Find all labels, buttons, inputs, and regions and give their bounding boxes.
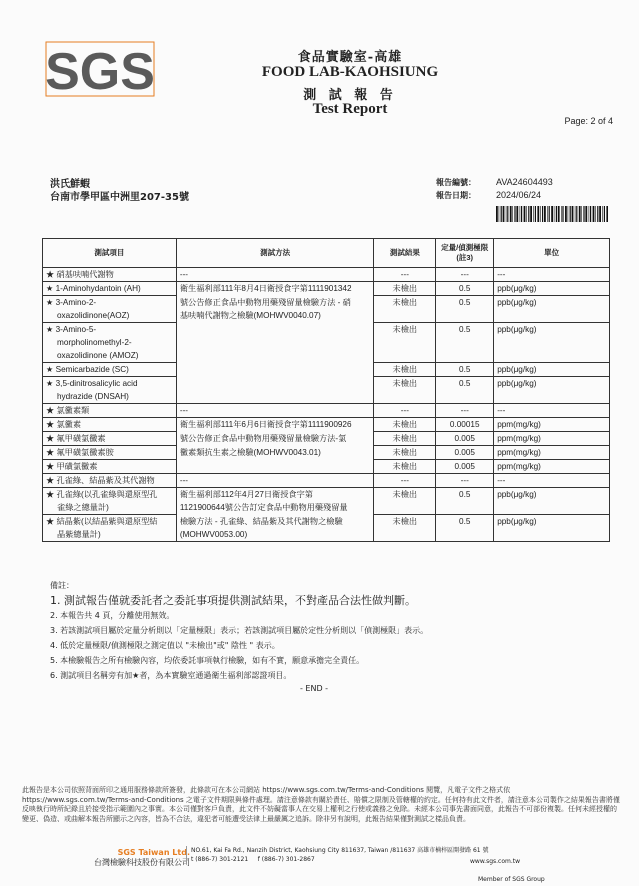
company-address: NO.61, Kai Fa Rd., Nanzih District, Kaohsiung City 811637, Taiwan /811637 高雄市楠梓區開發路 61 號 — [191, 847, 489, 854]
cell-item: ★ 3,5-dinitrosalicylic acid — [43, 377, 177, 391]
cell-item: ★ 甲磺氯黴素 — [43, 460, 177, 474]
header-method: 測試方法 — [176, 239, 374, 268]
barcode-bar — [501, 206, 502, 222]
cell-result: 未檢出 — [374, 282, 436, 296]
table-row — [43, 418, 610, 432]
barcode-bar — [496, 206, 498, 222]
cell-result — [374, 528, 436, 542]
note-item: 5. 本檢驗報告之所有檢驗內容，均依委託事項執行檢驗，如有不實，願意承擔完全責任。 — [50, 656, 365, 665]
header-result: 測試結果 — [374, 239, 436, 268]
barcode-bar — [524, 206, 526, 222]
cell-method: (MOHWV0053.00) — [176, 528, 374, 542]
barcode-bar — [576, 206, 577, 222]
member-of-sgs: Member of SGS Group — [478, 876, 545, 883]
company-website: www.sgs.com.tw — [470, 858, 521, 865]
cell-item: ★ Semicarbazide (SC) — [43, 363, 177, 377]
barcode-bar — [562, 206, 563, 222]
barcode-bar — [606, 206, 608, 222]
barcode-bar — [575, 206, 576, 222]
cell-item: 晶紫總量計) — [43, 528, 177, 542]
table-row — [43, 309, 610, 323]
cell-unit: ppb(μg/kg) — [494, 323, 610, 337]
cell-result: 未檢出 — [374, 432, 436, 446]
cell-method — [176, 349, 374, 363]
barcode-bar — [583, 206, 584, 222]
cell-method — [176, 390, 374, 404]
footer-disclaimer: 此報告是本公司依照背面所印之通用服務條款所簽發，此條款可在本公司網站 https://www.sgs.com.tw/Terms-and-Conditions 閱覽，凡電子文件之格式依 https://www.sgs.com.tw/Terms-and-Conditions 之電子文件期限與條件處理。請注意條款有關於責任、賠償之限制及管轄權的約定。任何持有此文件者，請注意本公司製作之結果報告書將僅反映執行時所紀錄且於接受指示範圍內之事實。本公司僅對客戶負責，此文件不妨礙當事人在交易上權利之行使或義務之免除。未經本公司事先書面同意，此報告不可部份複製。任何未經授權的變更、偽造、或曲解本報告所顯示之內容，皆為不合法，違犯者可能遭受法律上最嚴厲之追訴。除非另有說明，此報告結果僅對測試之樣品負責。 — [22, 786, 620, 823]
cell-item: ★ 硝基呋喃代謝物 — [43, 268, 177, 282]
barcode-bar — [526, 206, 527, 222]
cell-unit: ppb(μg/kg) — [494, 377, 610, 391]
company-name-zh: 台灣檢驗科技股份有限公司 — [94, 858, 190, 867]
barcode-bar — [544, 206, 546, 222]
cell-result: 未檢出 — [374, 296, 436, 310]
cell-method: 黴素類抗生素之檢驗(MOHWV0043.01) — [176, 446, 374, 460]
cell-limit: 0.005 — [436, 460, 494, 474]
barcode-bar — [520, 206, 521, 222]
cell-unit: --- — [494, 268, 610, 282]
table-row — [43, 460, 610, 474]
lab-name-zh: 食品實驗室-高雄 — [297, 50, 403, 65]
barcode-bar — [510, 206, 512, 222]
cell-method: 號公告修正食品中動物用藥殘留量檢驗方法-氯 — [176, 432, 374, 446]
cell-method — [176, 377, 374, 391]
note-item: 4. 低於定量極限/偵測極限之測定值以 "未檢出"或" 陰性 " 表示。 — [50, 641, 280, 650]
table-row — [43, 501, 610, 515]
cell-unit: ppb(μg/kg) — [494, 363, 610, 377]
barcode-bar — [585, 206, 587, 222]
cell-unit: --- — [494, 404, 610, 418]
cell-result: 未檢出 — [374, 446, 436, 460]
cell-result — [374, 501, 436, 515]
report-no-label: 報告編號： — [436, 178, 476, 187]
barcode-bar — [506, 206, 507, 222]
results-table — [42, 238, 610, 542]
report-date-label: 報告日期： — [436, 191, 476, 200]
table-row — [43, 282, 610, 296]
cell-method — [176, 336, 374, 349]
cell-unit: --- — [494, 474, 610, 488]
barcode-bar — [556, 206, 557, 222]
cell-method — [176, 363, 374, 377]
table-row — [43, 323, 610, 337]
header-unit: 單位 — [494, 239, 610, 268]
cell-result — [374, 309, 436, 323]
barcode-bar — [516, 206, 518, 222]
table-row — [43, 296, 610, 310]
cell-method: --- — [176, 474, 374, 488]
table-row — [43, 474, 610, 488]
table-row — [43, 404, 610, 418]
report-title-en: Test Report — [312, 101, 388, 117]
cell-unit: ppm(mg/kg) — [494, 460, 610, 474]
cell-result: 未檢出 — [374, 460, 436, 474]
cell-method — [176, 323, 374, 337]
note-item: 1. 測試報告僅就委託者之委託事項提供測試結果，不對產品合法性做判斷。 — [50, 594, 416, 607]
cell-limit: 0.005 — [436, 446, 494, 460]
cell-unit: ppb(μg/kg) — [494, 515, 610, 529]
cell-item: ★ 氟甲磺氯黴素胺 — [43, 446, 177, 460]
table-row — [43, 349, 610, 363]
cell-limit: 0.5 — [436, 377, 494, 391]
cell-item: ★ 1-Aminohydantoin (AH) — [43, 282, 177, 296]
cell-unit: ppb(μg/kg) — [494, 296, 610, 310]
cell-limit — [436, 349, 494, 363]
cell-result — [374, 349, 436, 363]
cell-method: 衛生福利部112年4月27日衛授食字第 — [176, 488, 374, 502]
table-header-row — [43, 239, 610, 268]
barcode-bar — [533, 206, 534, 222]
barcode-bar — [570, 206, 571, 222]
cell-item: ★ 氯黴素類 — [43, 404, 177, 418]
cell-result: 未檢出 — [374, 418, 436, 432]
barcode-bar — [530, 206, 532, 222]
sgs-logo-text: SGS — [45, 43, 155, 98]
cell-unit: ppm(mg/kg) — [494, 418, 610, 432]
barcode-bar — [572, 206, 574, 222]
cell-method: 衛生福利部111年6月6日衛授食字第1111900926 — [176, 418, 374, 432]
table-row — [43, 377, 610, 391]
cell-result: 未檢出 — [374, 488, 436, 502]
barcode-bar — [535, 206, 536, 222]
cell-limit: 0.5 — [436, 282, 494, 296]
cell-method: 檢驗方法 - 孔雀綠、結晶紫及其代謝物之檢驗 — [176, 515, 374, 529]
cell-limit: --- — [436, 268, 494, 282]
company-tel: t (886-7) 301-2121 — [191, 856, 249, 863]
end-marker: - END - — [300, 684, 329, 693]
cell-method: 1121900644號公告訂定食品中動物用藥殘留量 — [176, 501, 374, 515]
cell-limit — [436, 501, 494, 515]
barcode-bar — [565, 206, 567, 222]
notes-section — [50, 578, 610, 683]
note-item: 3. 若該測試項目屬於定量分析則以「定量極限」表示；若該測試項目屬於定性分析則以「偵測極限」表示。 — [50, 626, 429, 635]
footer-company — [80, 848, 190, 868]
barcode-bar — [602, 206, 603, 222]
barcode-bar — [507, 206, 508, 222]
cell-result — [374, 390, 436, 404]
cell-unit — [494, 309, 610, 323]
cell-item: ★ 結晶紫(以結晶紫與還原型結 — [43, 515, 177, 529]
client-info — [50, 178, 189, 204]
cell-method: 衛生福利部111年8月4日衛授食字第1111901342 — [176, 282, 374, 296]
cell-limit — [436, 528, 494, 542]
barcode-bar — [528, 206, 529, 222]
cell-item: ★ 3-Amino-2- — [43, 296, 177, 310]
cell-limit: --- — [436, 474, 494, 488]
cell-method: --- — [176, 404, 374, 418]
cell-unit: ppb(μg/kg) — [494, 488, 610, 502]
lab-name-en: FOOD LAB-KAOHSIUNG — [261, 64, 439, 80]
barcode-bar — [590, 206, 591, 222]
cell-result: 未檢出 — [374, 377, 436, 391]
barcode-bar — [551, 206, 553, 222]
cell-result: 未檢出 — [374, 323, 436, 337]
cell-method: 號公告修正食品中動物用藥殘留量檢驗方法 - 硝 — [176, 296, 374, 310]
cell-item: ★ 氯黴素 — [43, 418, 177, 432]
report-title-zh: 測 試 報 告 — [303, 88, 397, 103]
cell-unit: ppm(mg/kg) — [494, 432, 610, 446]
cell-unit: ppb(μg/kg) — [494, 282, 610, 296]
barcode-bar — [537, 206, 539, 222]
notes-title: 備註： — [50, 581, 74, 590]
cell-item: ★ 3-Amino-5- — [43, 323, 177, 337]
cell-item: 雀綠之總量計) — [43, 501, 177, 515]
barcode-bar — [542, 206, 543, 222]
table-row — [43, 336, 610, 349]
cell-item: morpholinomethyl-2- — [43, 336, 177, 349]
barcode-bar — [549, 206, 550, 222]
client-address: 台南市學甲區中洲里207-35號 — [50, 192, 189, 203]
cell-result — [374, 336, 436, 349]
cell-unit — [494, 501, 610, 515]
cell-limit — [436, 390, 494, 404]
report-info-values — [496, 176, 553, 202]
cell-item: oxazolidinone (AMOZ) — [43, 349, 177, 363]
barcode-bar — [581, 206, 582, 222]
barcode-bar — [597, 206, 598, 222]
barcode-bar — [512, 206, 513, 222]
cell-limit: 0.5 — [436, 515, 494, 529]
barcode-bar — [547, 206, 548, 222]
barcode-bar — [561, 206, 562, 222]
cell-limit — [436, 309, 494, 323]
cell-item: hydrazide (DNSAH) — [43, 390, 177, 404]
cell-limit: 0.00015 — [436, 418, 494, 432]
cell-limit: --- — [436, 404, 494, 418]
cell-method: 基呋喃代謝物之檢驗(MOHWV0040.07) — [176, 309, 374, 323]
company-fax: f (886-7) 301-2867 — [257, 856, 315, 863]
cell-limit: 0.5 — [436, 323, 494, 337]
page-number: Page: 2 of 4 — [564, 116, 613, 126]
table-row — [43, 488, 610, 502]
cell-item: ★ 孔雀綠、結晶紫及其代謝物 — [43, 474, 177, 488]
note-item: 2. 本報告共 4 頁，分離使用無效。 — [50, 611, 175, 620]
cell-method: --- — [176, 268, 374, 282]
barcode-bar — [503, 206, 505, 222]
company-name-en: SGS Taiwan Ltd. — [117, 848, 190, 857]
cell-result: --- — [374, 404, 436, 418]
sgs-logo — [44, 40, 156, 98]
barcode-bar — [599, 206, 601, 222]
barcode-bar — [579, 206, 581, 222]
table-row — [43, 390, 610, 404]
table-row — [43, 446, 610, 460]
cell-limit: 0.005 — [436, 432, 494, 446]
note-item: 6. 測試項目名稱旁有加★者，為本實驗室通過衛生福利部認證項目。 — [50, 671, 292, 680]
barcode-bar — [568, 206, 569, 222]
barcode-bar — [499, 206, 500, 222]
cell-item: ★ 氟甲磺氯黴素 — [43, 432, 177, 446]
cell-unit — [494, 336, 610, 349]
cell-method — [176, 460, 374, 474]
cell-item: ★ 孔雀綠(以孔雀綠與還原型孔 — [43, 488, 177, 502]
report-info-labels — [436, 176, 476, 202]
cell-limit: 0.5 — [436, 296, 494, 310]
header-limit: 定量/偵測極限(註3) — [436, 239, 494, 268]
client-name: 洪氏鮮蝦 — [50, 179, 90, 190]
table-row — [43, 363, 610, 377]
cell-item: oxazolidinone(AOZ) — [43, 309, 177, 323]
cell-limit — [436, 336, 494, 349]
footer-address-block — [186, 846, 511, 864]
cell-unit — [494, 390, 610, 404]
table-row — [43, 528, 610, 542]
barcode-bar — [558, 206, 560, 222]
cell-limit: 0.5 — [436, 488, 494, 502]
header-item: 測試項目 — [43, 239, 177, 268]
table-row — [43, 515, 610, 529]
barcode-bar — [514, 206, 515, 222]
cell-result: 未檢出 — [374, 363, 436, 377]
cell-result: 未檢出 — [374, 515, 436, 529]
barcode-bar — [554, 206, 555, 222]
cell-result: --- — [374, 268, 436, 282]
report-date-value: 2024/06/24 — [496, 190, 542, 200]
barcode-bar — [540, 206, 541, 222]
cell-unit — [494, 528, 610, 542]
cell-limit: 0.5 — [436, 363, 494, 377]
cell-unit — [494, 349, 610, 363]
cell-unit: ppm(mg/kg) — [494, 446, 610, 460]
barcode-bar — [589, 206, 590, 222]
cell-result: --- — [374, 474, 436, 488]
report-no-value: AVA24604493 — [496, 177, 553, 187]
barcode — [496, 206, 608, 222]
barcode-bar — [604, 206, 605, 222]
barcode-bar — [521, 206, 522, 222]
barcode-bar — [595, 206, 596, 222]
barcode-bar — [593, 206, 595, 222]
table-row — [43, 432, 610, 446]
table-row — [43, 268, 610, 282]
